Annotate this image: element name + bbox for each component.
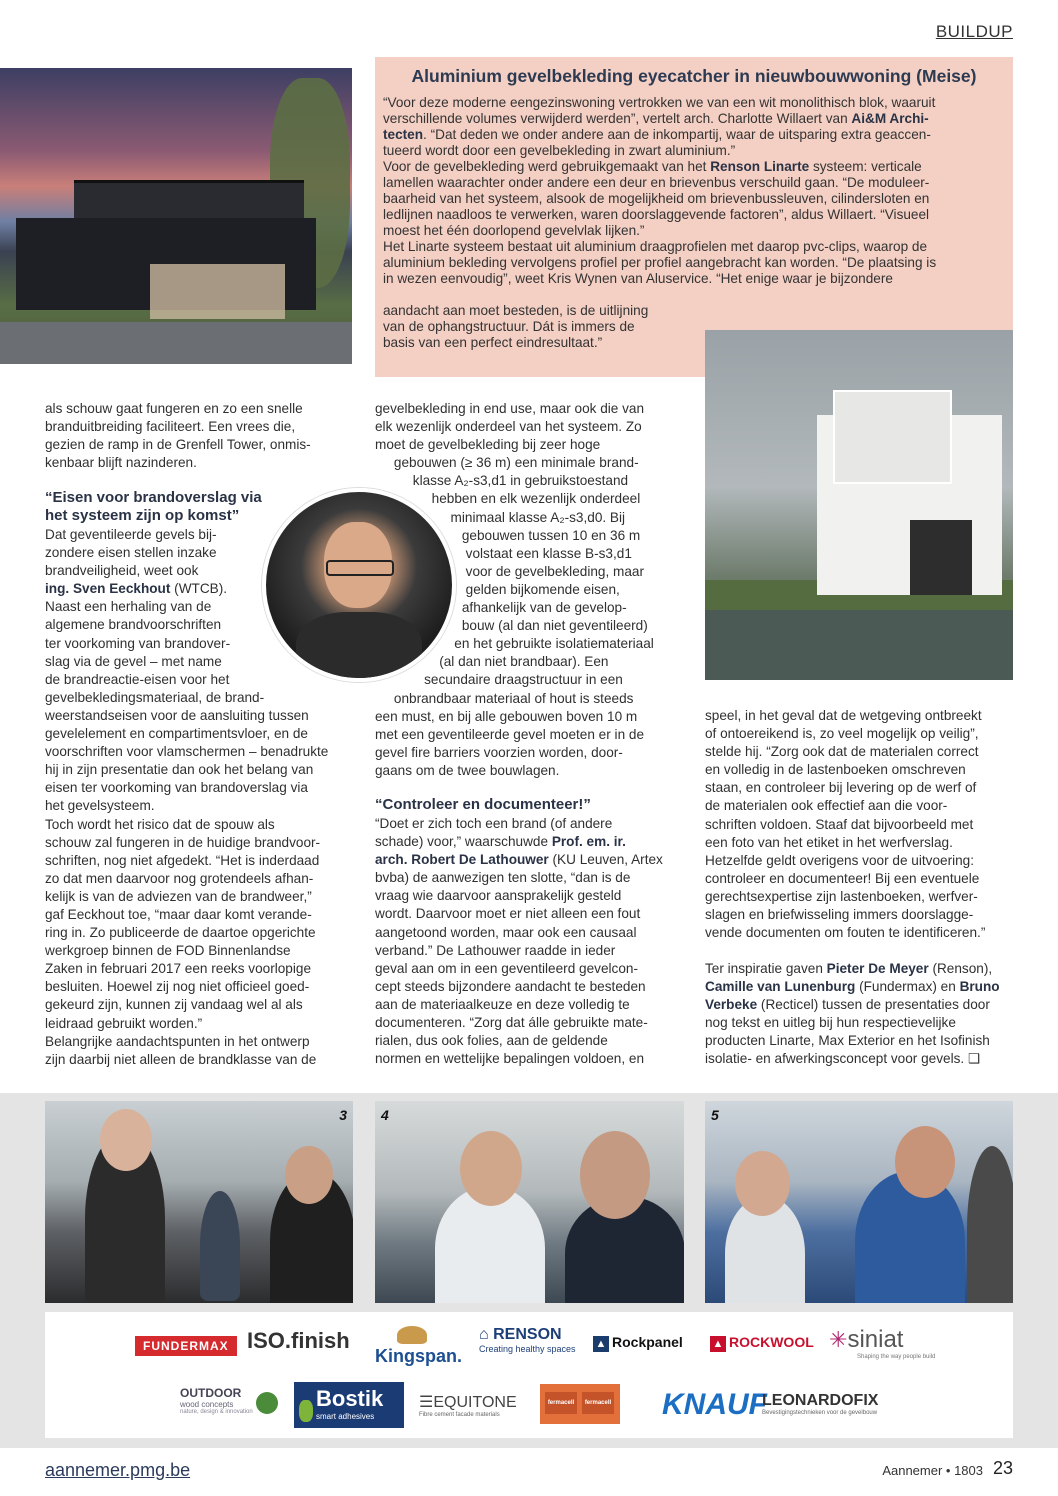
page-number: 23 xyxy=(992,1458,1013,1478)
event-photo-4: 4 xyxy=(375,1101,684,1303)
sidebar-line: ledlijnen naadloos te verwerken, waren doorslaggevende factoren”, aldus Willaert. “Visueel xyxy=(383,207,930,222)
website-link[interactable]: aannemer.pmg.be xyxy=(45,1460,191,1480)
leonardofix-logo: LEONARDOFIX Bevestigingstechnieken voor de gevelbouw xyxy=(762,1392,879,1416)
sidebar-line: aandacht aan moet besteden, is de uitlijning xyxy=(383,303,649,318)
equitone-logo: ☰EQUITONE Fibre cement facade materials xyxy=(419,1394,517,1418)
fermacell-logo: fermacell fermacell xyxy=(540,1384,620,1424)
col2-body: gevelbekleding in end use, maar ook die van elk wezenlijk onderdeel van het systeem. Zo moet de gevelbekleding bij zeer hoge gebouwen (≥ 36 m) een minimale brand- klasse A₂-s3,d1 in gebruikstoestand hebben en elk wezenlijk onderdeel minimaal klasse A₂-s3,d0. Bij gebouwen tussen 10 en 36 m volstaat een klasse B-s3,d1 voor de gevelbekleding, maar gelden bijkomende eisen, afhankelijk van de gevelop- bouw (al dan niet geventileerd) en het gebruikte isolatiemateriaal (al dan niet brandbaar). Een secundaire draagstructuur in een onbrandbaar materiaal of hout is steeds een must, en bij alle gebouwen boven 10 m met een geventileerde gevel moeten er in de gevel fire barriers voorzien worden, door- gaans om de twee bouwlagen. xyxy=(375,401,654,778)
building-render-photo xyxy=(0,68,352,364)
isofinish-logo: ISO.finish xyxy=(247,1328,350,1353)
section-label: BUILDUP xyxy=(935,22,1013,41)
sidebar-line: van de ophangstructuur. Dát is immers de xyxy=(383,319,635,334)
speaker-name: ing. Sven Eeckhout xyxy=(45,581,171,597)
col1-subhead: “Eisen voor brandoverslag via het systeem zijn op komst” xyxy=(45,489,262,524)
sidebar-title: Aluminium gevelbekleding eyecatcher in nieuwbouwwoning (Meise) xyxy=(411,66,977,86)
bostik-logo: Bostik smart adhesives xyxy=(294,1382,404,1428)
sidebar-line: Het Linarte systeem bestaat uit aluminium draagprofielen met daarop pvc-clips, waarop de xyxy=(383,239,928,254)
sidebar-line: aluminium bekleding vervolgens profiel per profiel aangebracht kan worden. “De plaatsing is xyxy=(383,255,937,270)
sidebar-line: basis van een perfect eindresultaat.” xyxy=(383,335,603,350)
sidebar-line: baarheid van het systeem, alsook de mogelijkheid om brievenbussleuven, cilindersloten en xyxy=(383,191,930,206)
white-house-photo xyxy=(705,330,1013,680)
col1-body: Dat geventileerde gevels bij- zondere eisen stellen inzake brandveiligheid, weet ook ing. Sven Eeckhout (WTCB). Naast een herhaling van de algemene brandvoorschriften ter voorkoming van brandover- slag via de gevel – met name de brandreactie-eisen voor het gevelbekledingsmateriaal, de brand- weerstandseisen voor de aansluiting tussen gevelelement en compartimentsvloer, en de voorschriften voor vlamschermen – benadrukte hij in zijn presentatie dan ook het belang van eisen ter voorkoming van brandoverslag via het gevelsysteem. Toch wordt het risico dat de spouw als schouw zal fungeren in de huidige brandvoor- schriften, nog niet afgedekt. “Het is inderdaad zo dat men daarvoor nog grotendeels afhan- kelijk is van de adviezen van de brandweer,” gaf Eeckhout toe, “maar daar komt verande- ring in. Zo publiceerde de daartoe opgerichte werkgroep binnen de FOD Binnenlandse Zaken in februari 2017 een reeks voorlopige besluiten. Hoewel zij nog niet officieel goed- gekeurd zijn, kunnen zij vandaag wel al als leidraad gebruikt worden.” Belangrijke aandachtspunten in het ontwerp zijn daarbij niet alleen de brandklasse van de xyxy=(45,527,329,1067)
sidebar-line: tecten. “Dat deden we onder andere aan de inkompartij, waar de uitsparing extra geaccen- xyxy=(383,127,931,142)
sidebar-line: lamellen waarachter onder andere een deur en brievenbus verschuild gaan. “De moduleer- xyxy=(383,175,930,190)
event-photo-5: 5 xyxy=(705,1101,1013,1303)
sidebar-line: “Voor deze moderne eengezinswoning vertrokken we van een wit monolithisch blok, waaruit xyxy=(383,95,936,110)
kingspan-logo: Kingspan. xyxy=(375,1326,455,1360)
rockwool-logo: ▲ ROCKWOOL xyxy=(710,1334,814,1352)
col2-body2: “Doet er zich toch een brand (of andere schade) voor,” waarschuwde Prof. em. ir. arch. Robert De Lathouwer (KU Leuven, Artex bvba) de aanwezigen ten slotte, “dan is de vraag wie daarvoor aansprakelijk gesteld wordt. Daarvoor moet er niet alleen een fout aangetoond worden, maar ook een causaal verband.” De Lathouwer raadde in ieder geval aan om in een geventileerd gevelcon- cept steeds bijzondere aandacht te besteden aan de materiaalkeuze en deze volledig te documenteren. “Zorg dat álle gebruikte mate- rialen, dus ook folies, aan de geldende normen en wettelijke bepalingen voldoen, en xyxy=(375,816,663,1067)
event-photo-3: 3 xyxy=(45,1101,353,1303)
siniat-logo: ✳siniat Shaping the way people build xyxy=(829,1326,936,1360)
system-name: Renson Linarte xyxy=(710,159,810,174)
col1-intro: als schouw gaat fungeren en zo een snelle branduitbreiding faciliteert. Een vrees die, gezien de ramp in de Grenfell Tower, onmis- kenbaar blijft nazinderen. xyxy=(45,401,311,471)
rockpanel-logo: ▲ Rockpanel xyxy=(593,1334,683,1352)
sidebar-line: verschillende volumes verwijderd werden”, vertelt arch. Charlotte Willaert van Ai&M Archi- xyxy=(383,111,929,126)
col2-subhead: “Controleer en documenteer!” xyxy=(375,796,591,813)
firm-name: Ai&M Archi- xyxy=(851,111,929,126)
magazine-issue: Aannemer • 1803 xyxy=(882,1463,983,1478)
fundermax-logo: FUNDERMAX xyxy=(135,1336,237,1356)
outdoor-logo: OUTDOOR wood concepts nature, design & innovation xyxy=(180,1386,253,1415)
col3-body2: Ter inspiratie gaven Pieter De Meyer (Renson), Camille van Lunenburg (Fundermax) en Bruno Verbeke (Recticel) tussen de presentaties door nog tekst en uitleg bij hun respectievelijke producten Linarte, Max Exterior en het Isofinish isolatie- en afwerkingsconcept voor gevels. ❑ xyxy=(705,961,1000,1067)
sidebar-line: Voor de gevelbekleding werd gebruikgemaakt van het Renson Linarte systeem: verticale xyxy=(383,159,922,174)
col3-body: speel, in het geval dat de wetgeving ontbreekt of ontoereikend is, zo veel mogelijk op veilig”, stelde hij. “Zorg ook dat de materialen correct en volledig in de lastenboeken omschreven staan, en controleer bij levering op de werf of de materialen ook effectief aan die voor- schriften voldoen. Staaf dat bijvoorbeeld met een foto van het etiket in het werfverslag. Hetzelfde geldt overigens voor de uitvoering: controleer en documenteer! Bij een eventuele gerechtsexpertise zijn lastenboeken, werfver- slagen en briefwisseling immers doorslagge- vende documenten om fouten te identificeren.” xyxy=(705,708,986,941)
knauf-logo: KNAUF xyxy=(662,1388,767,1421)
sidebar-line: tueerd wordt door een gevelbekleding in zwart aluminium.” xyxy=(383,143,736,158)
sponsor-logos xyxy=(45,1312,1013,1438)
renson-logo: ⌂ RENSON Creating healthy spaces xyxy=(479,1326,576,1354)
sidebar-line: in wezen eenvoudig”, weet Kris Wynen van Aluservice. “Het enige waar je bijzondere xyxy=(383,271,893,286)
sidebar-line: moest het één doorlopend gevelvlak lijken.” xyxy=(383,223,645,238)
